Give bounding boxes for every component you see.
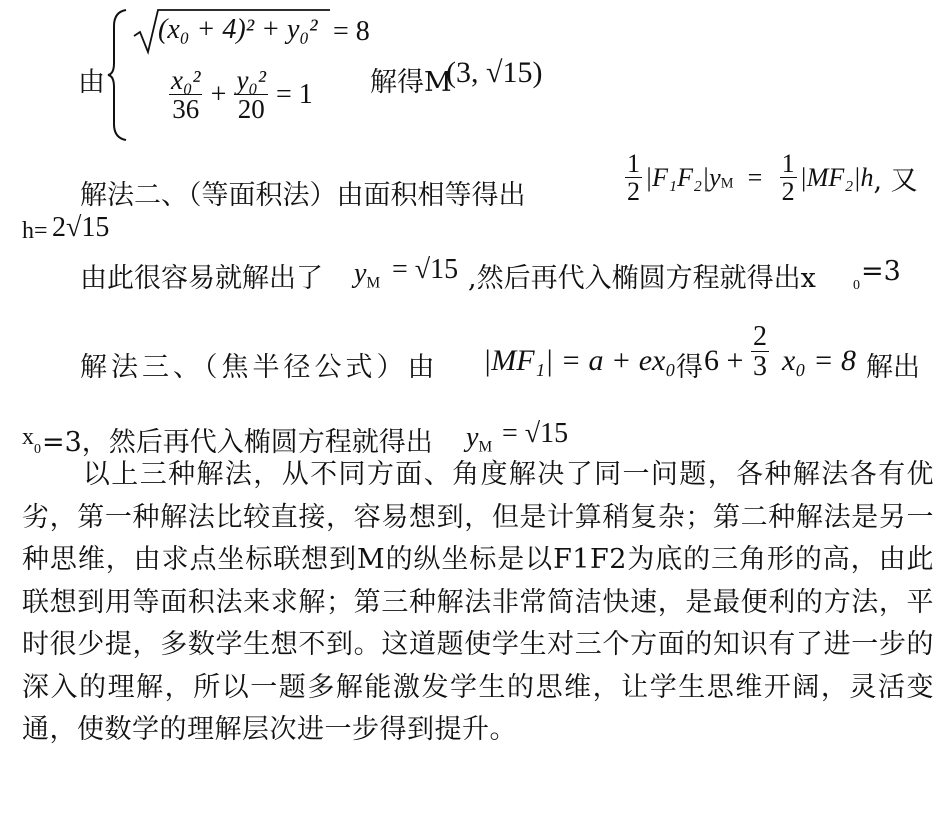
half-frac-right (780, 150, 797, 206)
f1f2-y: |F₁F₂|y (645, 162, 721, 192)
eq2-frac2-num: y₀² (236, 65, 266, 95)
method3-formula: |MF₁| = a + ex₀ (483, 344, 676, 377)
two-thirds (748, 322, 772, 382)
x0-sub-2: 0 (34, 442, 41, 457)
left-brace-icon (106, 8, 132, 142)
h-label: h= (22, 218, 48, 244)
half-right-den: 2 (781, 177, 795, 207)
method2-label: 解法二、（等面积法）由面积相等得出 (80, 180, 526, 211)
eq2 (166, 66, 313, 124)
summary-text: 以上三种解法，从不同方面、角度解决了同一问题，各种解法各有优劣，第一种解法比较直接，容易想到，但是计算稍复杂；第二种解法是另一种思维，由求点坐标联想到M的纵坐标是以F1F2为底的三角形的高，由此联想到用等面积法来求解；第三种解法非常简洁快速，是最便利的方法，平时很少提，多数学生想不到。这道题使学生对三个方面的知识有了进一步的深入的理解，所以一题多解能激发学生的思维，让学生思维开阔，灵活变通，使数学的理解层次进一步得到提升。 (22, 459, 934, 745)
eq2-frac1-den: 36 (172, 94, 200, 125)
method2-line2-end: =3 (861, 256, 901, 287)
six-plus: 6 + (704, 344, 744, 377)
half-right-num: 1 (781, 149, 795, 178)
method2-line2-tail: ,然后再代入椭圆方程就得出x (468, 263, 816, 294)
half-frac-left (625, 150, 642, 206)
summary-paragraph (22, 454, 934, 752)
method3-line2: =3，然后再代入椭圆方程就得出 (42, 427, 433, 458)
you-tail: , 又 (873, 165, 918, 197)
h-value: 2√15 (52, 212, 110, 243)
method2-formula (622, 150, 918, 206)
two-thirds-num: 2 (753, 321, 767, 352)
y-m: $y_M$ (354, 258, 381, 292)
eq2-frac2-den: 20 (237, 94, 265, 125)
y-m-2: $y_M$ (466, 422, 493, 456)
eq2-right: = 1 (276, 78, 313, 110)
eq2-frac1 (169, 66, 202, 124)
plus-sign: + (210, 78, 227, 110)
method2-line2: 由此很容易就解出了 (80, 263, 323, 294)
x0-eq-8: x₀ = 8 (782, 344, 856, 377)
eq1-right: = 8 (333, 16, 370, 47)
you-char: 由 (78, 67, 105, 98)
x-label: x (22, 424, 34, 450)
method3-de: 得 (676, 352, 703, 383)
eq2-frac1-num: x₀² (171, 65, 201, 95)
two-thirds-frac (751, 322, 769, 382)
equals: = (747, 162, 763, 192)
mf2-h: |MF₂|h (799, 162, 874, 192)
solve-text: 解得M (370, 67, 452, 98)
two-thirds-den: 3 (753, 351, 767, 383)
half-left-den: 2 (627, 177, 640, 207)
eq2-frac2 (234, 66, 267, 124)
eq1-left: (x₀ + 4)² + y₀² (158, 14, 318, 45)
half-left-num: 1 (627, 149, 640, 178)
x0-sub: 0 (853, 278, 860, 293)
method3-label: 解法三、（焦半径公式）由 (80, 352, 439, 383)
ym-value: = √15 (392, 254, 459, 285)
ym-value-2: = √15 (502, 418, 569, 449)
point-m: (3, √15) (446, 56, 543, 89)
method3-solve-out: 解出 (866, 352, 920, 383)
sub-m: M (720, 175, 734, 192)
